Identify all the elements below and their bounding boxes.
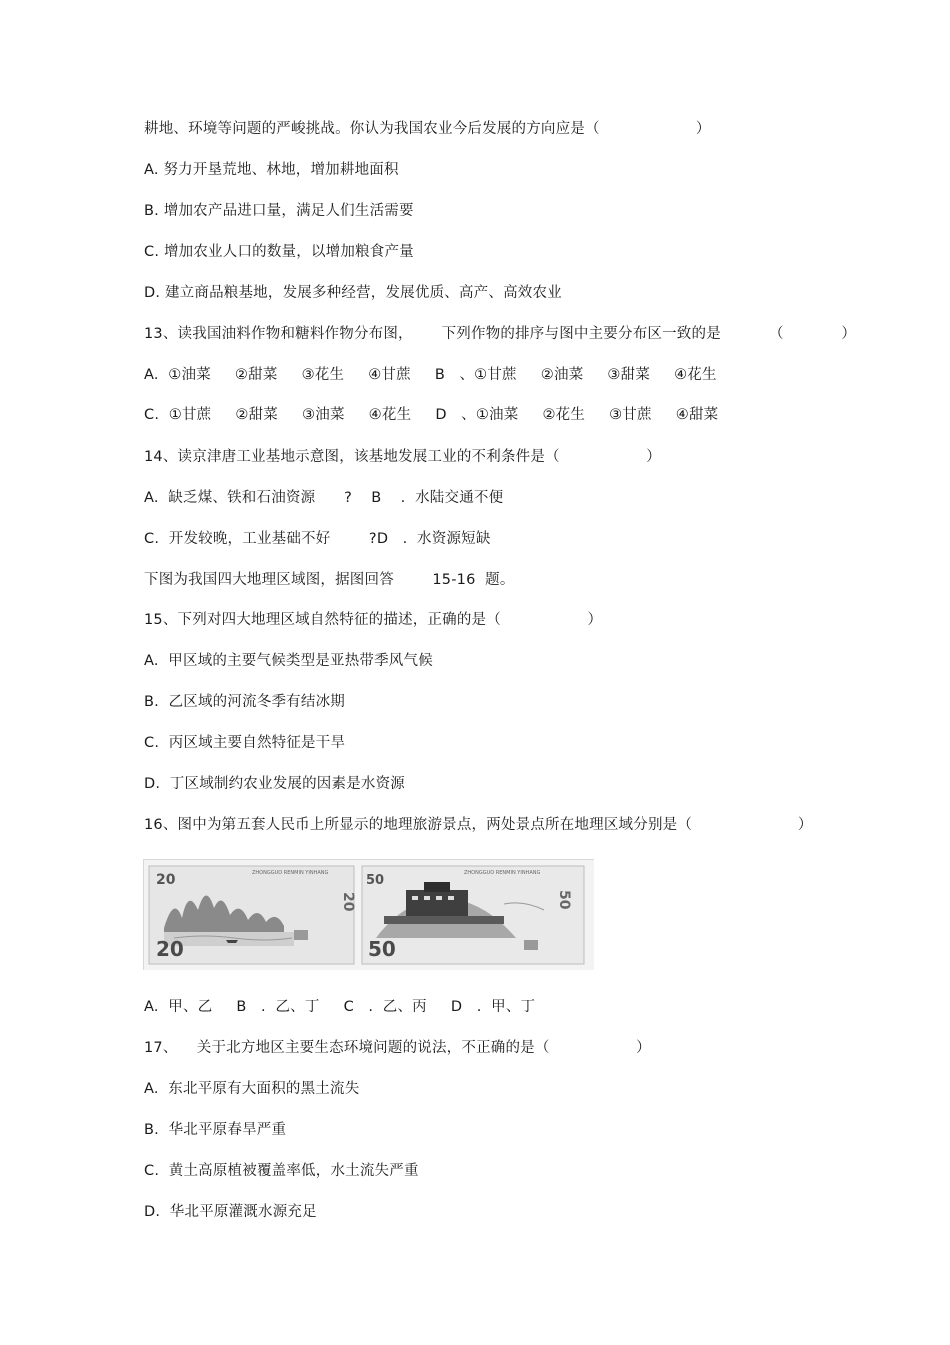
text-line: A. 甲、乙 B . 乙、丁 C . 乙、丙 D . 甲、丁	[144, 999, 536, 1015]
text-line: A. 缺乏煤、铁和石油资源 ? B . 水陆交通不便	[144, 490, 504, 506]
banknote-20	[149, 866, 356, 964]
text-line: C. 黄土高原植被覆盖率低，水土流失严重	[144, 1163, 419, 1179]
text-line: D. 华北平原灌溉水源充足	[144, 1204, 317, 1220]
question-15: 15、下列对四大地理区域自然特征的描述，正确的是（ ）	[144, 612, 603, 628]
note-50-top-denom: 50	[366, 873, 385, 888]
question-17: 17、 关于北方地区主要生态环境问题的说法，不正确的是（ ）	[144, 1040, 651, 1056]
text-line: D. 建立商品粮基地，发展多种经营，发展优质、高产、高效农业	[144, 285, 562, 301]
text-line: C. 增加农业人口的数量，以增加粮食产量	[144, 244, 414, 260]
text-line: A. 甲区域的主要气候类型是亚热带季风气候	[144, 653, 433, 669]
note-50-bank-text: ZHONGGUO RENMIN YINHANG	[464, 870, 541, 876]
text-line: C. 丙区域主要自然特征是干旱	[144, 735, 346, 751]
note-50-side-denom: 50	[556, 890, 572, 910]
banknote-50	[362, 866, 584, 964]
note-20-bottom-denom: 20	[156, 937, 184, 961]
text-line: 耕地、环境等问题的严峻挑战。你认为我国农业今后发展的方向应是（ ）	[144, 121, 711, 137]
text-line: A. ①油菜 ②甜菜 ③花生 ④甘蔗 B 、①甘蔗 ②油菜 ③甜菜 ④花生	[144, 367, 717, 383]
banknote-image	[143, 859, 594, 970]
text-line: D. 丁区域制约农业发展的因素是水资源	[144, 776, 405, 792]
text-line: C. ①甘蔗 ②甜菜 ③油菜 ④花生 D 、①油菜 ②花生 ③甘蔗 ④甜菜	[144, 407, 719, 423]
question-13: 13、读我国油料作物和糖料作物分布图， 下列作物的排序与图中主要分布区一致的是 （ ）	[144, 326, 857, 342]
question-14: 14、读京津唐工业基地示意图，该基地发展工业的不利条件是（ ）	[144, 449, 662, 465]
text-line: B. 华北平原春旱严重	[144, 1122, 287, 1138]
text-line: 下图为我国四大地理区域图，据图回答 15-16 题。	[144, 572, 515, 588]
text-line: B. 乙区域的河流冬季有结冰期	[144, 694, 345, 710]
text-line: B. 增加农产品进口量，满足人们生活需要	[144, 203, 414, 219]
note-20-side-denom: 20	[340, 892, 356, 912]
note-20-top-denom: 20	[156, 872, 176, 888]
question-16: 16、图中为第五套人民币上所显示的地理旅游景点，两处景点所在地理区域分别是（ ）	[144, 817, 813, 833]
text-line: A. 努力开垦荒地、林地，增加耕地面积	[144, 162, 399, 178]
note-20-bank-text: ZHONGGUO RENMIN YINHANG	[252, 870, 329, 876]
note-50-bottom-denom: 50	[368, 937, 396, 961]
text-line: A. 东北平原有大面积的黑土流失	[144, 1081, 360, 1097]
text-line: C. 开发较晚，工业基础不好 ?D . 水资源短缺	[144, 531, 491, 547]
